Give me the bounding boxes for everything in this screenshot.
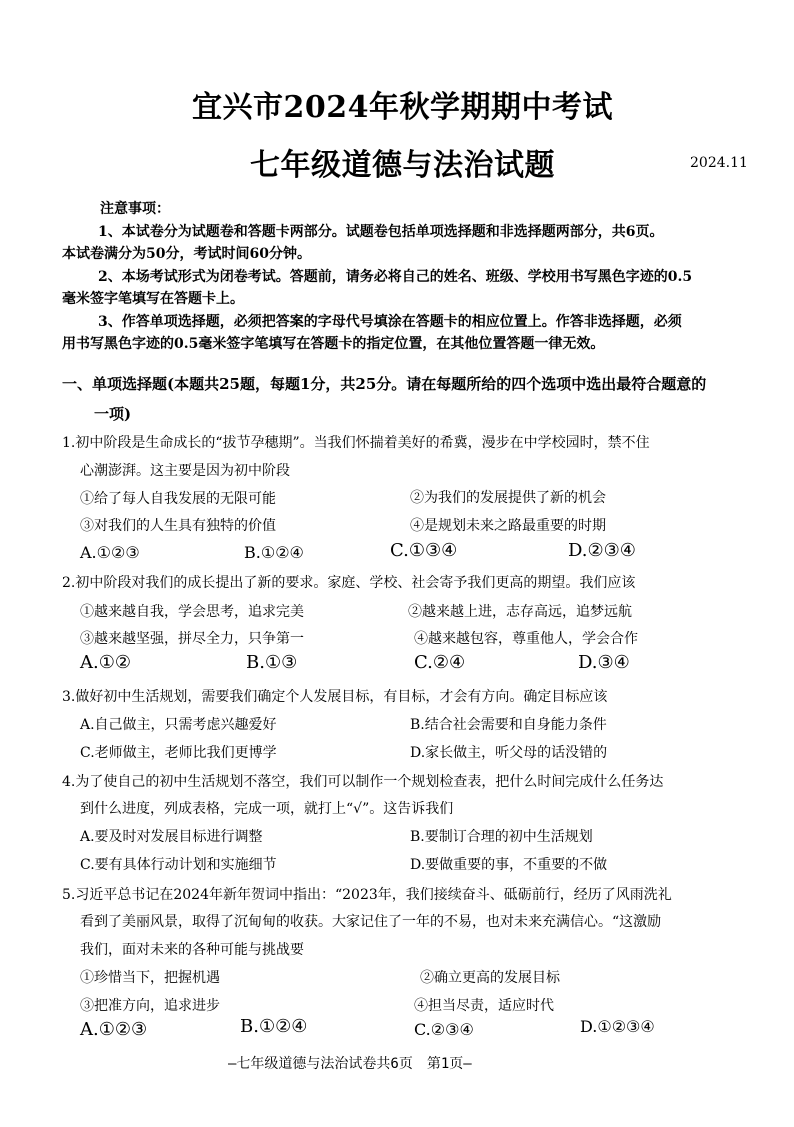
q5-statement-3: ③把准方向，追求进步	[80, 998, 220, 1014]
notice-heading: 注意事项：	[100, 201, 170, 217]
notice-line: 用书写黑色字迹的0.5毫米签字笔填写在答题卡的指定位置，在其他位置答题一律无效。	[62, 336, 605, 352]
page-footer: —七年级道德与法治试卷共6页 第1页—	[228, 1056, 472, 1072]
q4-choice-b[interactable]: B.要制订合理的初中生活规划	[410, 829, 593, 845]
q1-statement-1: ①给了每人自我发展的无限可能	[80, 491, 276, 507]
q2-statement-2: ②越来越上进，志存高远，追梦远航	[408, 604, 632, 620]
q3-choice-b[interactable]: B.结合社会需要和自身能力条件	[410, 717, 607, 733]
question-5-stem: 5.习近平总书记在2024年新年贺词中指出：“2023年，我们接续奋斗、砥砺前行，经历了风雨洗礼	[62, 887, 672, 903]
q1-choice-b[interactable]: B.①②④	[244, 543, 304, 562]
question-5-stem-cont: 看到了美丽风景，取得了沉甸甸的收获。大家记住了一年的不易，也对未来充满信心。“这激励	[80, 914, 662, 930]
q2-choice-c[interactable]: C.②④	[414, 652, 466, 673]
q1-choice-c[interactable]: C.①③④	[390, 540, 458, 561]
question-2-stem: 2.初中阶段对我们的成长提出了新的要求。家庭、学校、社会寄予我们更高的期望。我们应该	[62, 575, 636, 591]
q1-choice-d[interactable]: D.②③④	[568, 540, 636, 561]
subject-title: 七年级道德与法治试题	[250, 148, 555, 183]
q3-choice-d[interactable]: D.家长做主，听父母的话没错的	[410, 745, 608, 761]
question-1-stem-cont: 心潮澎湃。这主要是因为初中阶段	[80, 463, 290, 479]
question-3-stem: 3.做好初中生活规划，需要我们确定个人发展目标，有目标，才会有方向。确定目标应该	[62, 689, 608, 705]
exam-date: 2024.11	[690, 155, 748, 171]
section-heading-cont: 一项)	[94, 405, 132, 423]
q3-choice-a[interactable]: A.自己做主，只需考虑兴趣爱好	[80, 717, 277, 733]
question-5-stem-cont: 我们，面对未来的各种可能与挑战要	[80, 942, 304, 958]
q5-statement-4: ④担当尽责，适应时代	[414, 998, 554, 1014]
q4-choice-d[interactable]: D.要做重要的事，不重要的不做	[410, 857, 608, 873]
q1-statement-2: ②为我们的发展提供了新的机会	[410, 490, 606, 506]
q2-choice-b[interactable]: B.①③	[246, 652, 298, 673]
q1-choice-a[interactable]: A.①②③	[80, 543, 140, 562]
q5-choice-d[interactable]: D.①②③④	[580, 1017, 655, 1036]
q4-choice-c[interactable]: C.要有具体行动计划和实施细节	[80, 857, 277, 873]
notice-line: 3、作答单项选择题，必须把答案的字母代号填涂在答题卡的相应位置上。作答非选择题，必须	[98, 314, 682, 330]
notice-line: 毫米签字笔填写在答题卡上。	[62, 291, 244, 307]
q5-statement-2: ②确立更高的发展目标	[420, 970, 560, 986]
exam-title: 宜兴市2024年秋学期期中考试	[192, 90, 613, 125]
q5-choice-c[interactable]: C.②③④	[414, 1020, 474, 1039]
q2-choice-a[interactable]: A.①②	[80, 652, 131, 673]
q2-statement-1: ①越来越自我，学会思考，追求完美	[80, 604, 304, 620]
q3-choice-c[interactable]: C.老师做主，老师比我们更博学	[80, 745, 277, 761]
notice-line: 本试卷满分为50分，考试时间60分钟。	[62, 246, 311, 262]
q2-statement-3: ③越来越坚强，拼尽全力，只争第一	[80, 631, 304, 647]
question-4-stem-cont: 到什么进度，列成表格，完成一项，就打上“√”。这告诉我们	[80, 801, 454, 817]
q2-choice-d[interactable]: D.③④	[578, 652, 630, 673]
q5-statement-1: ①珍惜当下，把握机遇	[80, 970, 220, 986]
notice-line: 1、本试卷分为试题卷和答题卡两部分。试题卷包括单项选择题和非选择题两部分，共6页。	[98, 224, 664, 240]
question-1-stem: 1.初中阶段是生命成长的“拔节孕穗期”。当我们怀揣着美好的希冀，漫步在中学校园时，禁不住	[62, 435, 650, 451]
q4-choice-a[interactable]: A.要及时对发展目标进行调整	[80, 829, 263, 845]
q2-statement-4: ④越来越包容，尊重他人，学会合作	[414, 631, 638, 647]
q1-statement-4: ④是规划未来之路最重要的时期	[410, 518, 606, 534]
q1-statement-3: ③对我们的人生具有独特的价值	[80, 518, 276, 534]
notice-line: 2、本场考试形式为闭卷考试。答题前，请务必将自己的姓名、班级、学校用书写黑色字迹的0.5	[98, 269, 693, 285]
section-heading: 一、单项选择题(本题共25题，每题1分，共25分。请在每题所给的四个选项中选出最符合题意的	[62, 375, 707, 393]
question-4-stem: 4.为了使自己的初中生活规划不落空，我们可以制作一个规划检查表，把什么时间完成什么任务达	[62, 774, 664, 790]
q5-choice-a[interactable]: A.①②③	[80, 1019, 148, 1040]
q5-choice-b[interactable]: B.①②④	[240, 1016, 308, 1037]
